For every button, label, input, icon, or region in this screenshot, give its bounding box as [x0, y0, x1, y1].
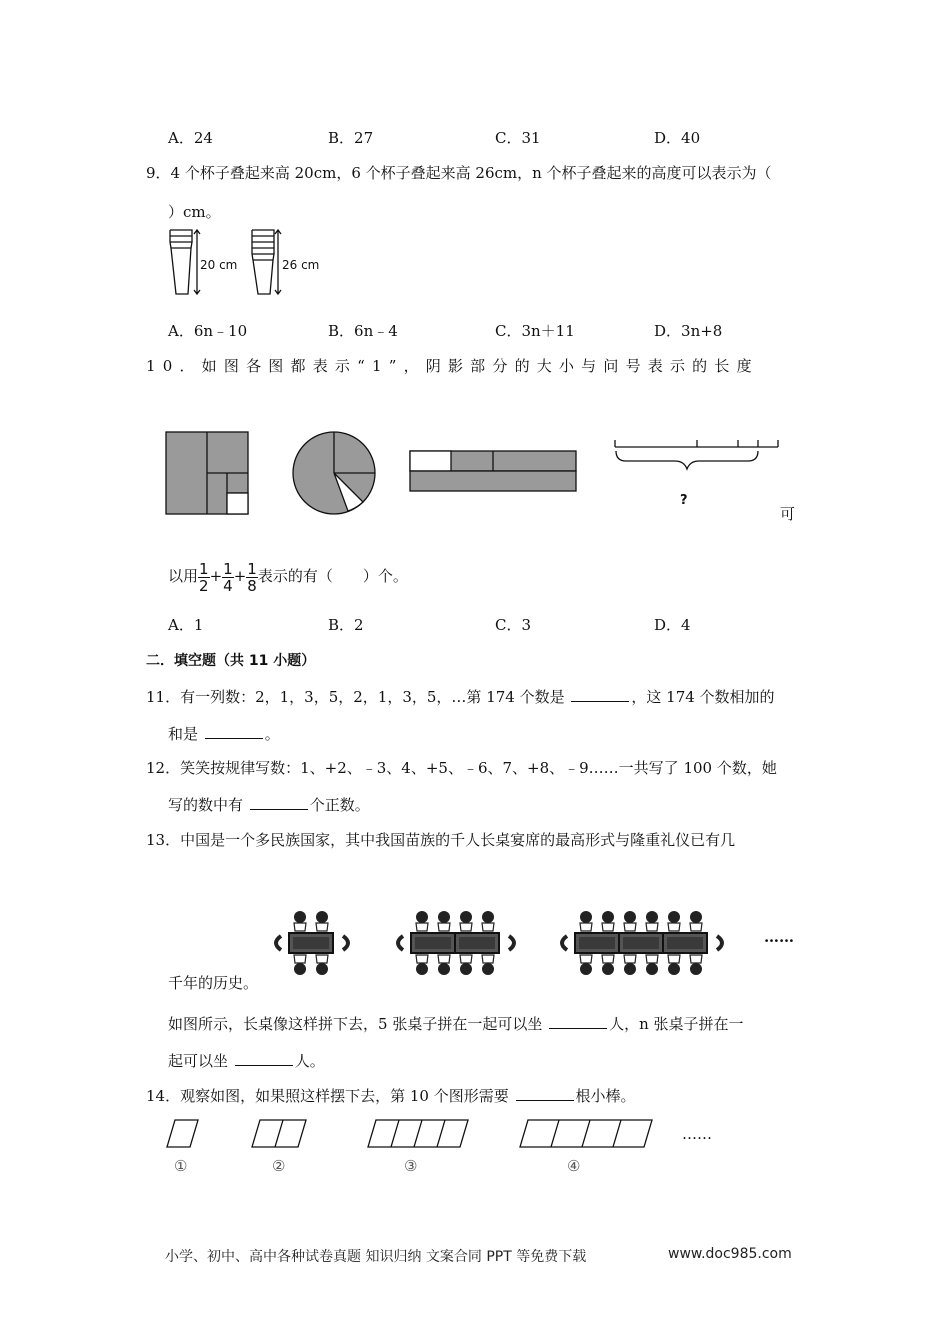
q14-label-2: ② [272, 1157, 286, 1175]
q10-fraction-half: $\frac{1}{2}$ [199, 559, 209, 595]
q10-line2-post: 表示的有（ ）个。 [257, 567, 408, 585]
footer-link[interactable]: www.doc985.com [668, 1246, 792, 1262]
q10-fraction-eighth: $\frac{1}{8}$ [247, 559, 257, 595]
q13-text-c: 起可以坐 [168, 1052, 229, 1070]
q10-option-b: B．2 [328, 616, 364, 634]
q13-line2: 千年的历史。 [168, 974, 259, 992]
q10-plus-2: + [233, 567, 247, 585]
q13-text-d: 人。 [294, 1052, 325, 1070]
q14-label-1: ① [174, 1157, 188, 1175]
q13-blank-2[interactable] [235, 1051, 293, 1066]
q10-line2-pre: 以用 [168, 567, 199, 585]
q10-option-a: A．1 [168, 616, 204, 634]
q12-line2 [168, 794, 370, 815]
q8-option-b: B．27 [328, 129, 374, 147]
q9-text: 9．4 个杯子叠起来高 20cm，6 个杯子叠起来高 26cm，n 个杯子叠起来的高度可以表示为（ [146, 164, 772, 182]
q11-line1 [146, 686, 775, 707]
q9-option-c: C．3n＋11 [495, 322, 575, 340]
q11-text-c: 和是 [168, 725, 199, 743]
q10-options [168, 614, 788, 634]
q11-text-a: 11．有一列数：2，1，3，5，2，1，3，5，…第 174 个数是 [146, 688, 565, 706]
q10-plus-1: + [209, 567, 223, 585]
q13-text-a: 如图所示，长桌像这样拼下去，5 张桌子拼在一起可以坐 [168, 1015, 543, 1033]
q13-long-table-figure [265, 905, 755, 985]
q8-option-d: D．40 [654, 129, 701, 147]
q13-line1: 13．中国是一个多民族国家，其中我国苗族的千人长桌宴席的最高形式与隆重礼仪已有几 [146, 831, 736, 849]
q8-option-a: A．24 [168, 129, 213, 147]
q12-text-a: 写的数中有 [168, 796, 244, 814]
q8-option-c: C．31 [495, 129, 541, 147]
q12-line1: 12．笑笑按规律写数：1、+2、﹣3、4、+5、﹣6、7、+8、﹣9……一共写了 100 个数，她 [146, 759, 777, 777]
q11-text-d: 。 [264, 725, 280, 743]
q9-text-cont: ）cm。 [168, 203, 221, 221]
q9-option-a: A．6n﹣10 [168, 322, 248, 340]
q14-text-b: 根小棒。 [575, 1087, 636, 1105]
q9-label-20cm: 20 cm [200, 258, 238, 272]
q10-option-d: D．4 [654, 616, 691, 634]
q9-options [168, 320, 788, 340]
q13-figure-dots: …… [764, 928, 794, 946]
q11-line2 [168, 723, 280, 744]
q10-text: 10．如图各图都表示“1”，阴影部分的大小与问号表示的长度 [146, 357, 759, 375]
q8-options [168, 127, 788, 147]
q9-option-b: B．6n﹣4 [328, 322, 398, 340]
q14-line1 [146, 1085, 636, 1106]
q9-label-26cm: 26 cm [282, 258, 320, 272]
q11-blank-1[interactable] [571, 687, 629, 702]
q14-figure-dots: …… [682, 1125, 712, 1143]
q10-fraction-quarter: $\frac{1}{4}$ [223, 559, 233, 595]
q11-blank-2[interactable] [205, 724, 263, 739]
q13-line3 [168, 1013, 744, 1034]
q10-option-c: C．3 [495, 616, 532, 634]
q13-line4 [168, 1050, 325, 1071]
section-title-fill-in: 二．填空题（共 11 小题） [146, 653, 316, 669]
q10-figures [160, 425, 790, 520]
q14-label-4: ④ [567, 1157, 581, 1175]
footer-text: 小学、初中、高中各种试卷真题 知识归纳 文案合同 PPT 等免费下载 [165, 1249, 587, 1265]
q10-question-mark: ? [680, 493, 688, 508]
q14-blank[interactable] [516, 1086, 574, 1101]
q14-text-a: 14．观察如图，如果照这样摆下去，第 10 个图形需要 [146, 1087, 509, 1105]
q10-text-tail: 可 [780, 505, 796, 523]
q13-blank-1[interactable] [549, 1014, 607, 1029]
q9-option-d: D．3n+8 [654, 322, 723, 340]
q14-sticks-figure [160, 1115, 660, 1155]
q12-blank[interactable] [250, 795, 308, 810]
q13-text-b: 人，n 张桌子拼在一 [609, 1015, 744, 1033]
q11-text-b: ，这 174 个数相加的 [631, 688, 775, 706]
q12-text-b: 个正数。 [309, 796, 370, 814]
q14-label-3: ③ [404, 1157, 418, 1175]
q10-line2 [168, 554, 408, 598]
